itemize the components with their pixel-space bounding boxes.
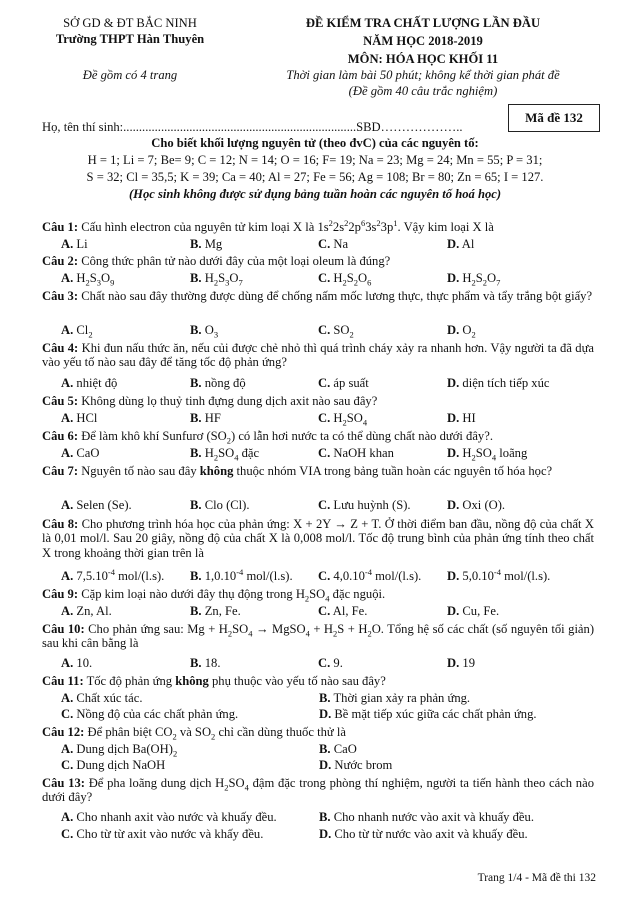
option-b[interactable]: B. $H_2S_3O_7$: [190, 271, 243, 288]
option-a[interactable]: A. HCl: [61, 411, 98, 425]
periodic-table-note: (Học sinh không được sử dụng bảng tuần hoàn các nguyên tố hoá học): [128, 187, 502, 201]
question-12-options-cd: [61, 758, 601, 773]
question-6-options: [61, 446, 601, 461]
question-12: Câu 12: Để phân biệt $CO_2$ và $SO_2$ chỉ cần dùng thuốc thử là: [42, 725, 346, 742]
option-a[interactable]: A. Chất xúc tác.: [61, 691, 143, 705]
option-b[interactable]: B. $O_3$: [190, 323, 219, 340]
option-a[interactable]: A. $Cl_2$: [61, 323, 93, 340]
question-5-options: [61, 411, 601, 426]
option-d[interactable]: D. $5,0.10^{-4}$ mol/(l.s).: [447, 566, 551, 583]
question-7-options: [61, 498, 601, 513]
school-year: NĂM HỌC 2018-2019: [363, 34, 483, 48]
option-d[interactable]: D. Cu, Fe.: [447, 604, 500, 618]
question-2: Câu 2: Công thức phân tử nào dưới đây của một loại oleum là đúng?: [42, 254, 391, 268]
option-d[interactable]: D. HI: [447, 411, 476, 425]
pages-note: Đề gồm có 4 trang: [82, 68, 178, 82]
option-a[interactable]: A. Zn, Al.: [61, 604, 112, 618]
question-4: Câu 4: Khi đun nấu thức ăn, nếu củi được chẻ nhỏ thì quá trình cháy xảy ra nhanh hơn. Vậy người ta đã dựa vào yếu tố nào sau đây để tăng tốc độ phản ứng?: [42, 341, 594, 370]
question-1: Câu 1: Cấu hình electron của nguyên tử kim loại X là $1s^22s^22p^63s^23p^1$. Vậy kim loại X là: [42, 217, 494, 234]
option-c[interactable]: C. Lưu huỳnh (S).: [318, 498, 411, 512]
atomic-mass-line-1: H = 1; Li = 7; Be= 9; C = 12; N = 14; O = 16; F= 19; Na = 23; Mg = 24; Mn = 55; P = 31;: [87, 153, 543, 167]
question-11: Câu 11: Tốc độ phản ứng không phụ thuộc vào yếu tố nào sau đây?: [42, 674, 386, 688]
option-b[interactable]: B. nồng độ: [190, 376, 246, 390]
option-b[interactable]: B. Mg: [190, 237, 223, 251]
question-11-options-cd: [61, 707, 601, 722]
option-b[interactable]: B. Cho nhanh nước vào axit và khuấy đều.: [319, 810, 534, 824]
question-10-options: [61, 656, 601, 671]
option-b[interactable]: B. $H_2SO_4$ đặc: [190, 446, 260, 463]
question-9: Câu 9: Cặp kim loại nào dưới đây thụ động trong $H_2SO_4$ đặc nguội.: [42, 587, 386, 604]
option-b[interactable]: B. $1,0.10^{-4}$ mol/(l.s).: [190, 566, 293, 583]
option-d[interactable]: D. Bề mặt tiếp xúc giữa các chất phản ứng.: [319, 707, 537, 721]
option-a[interactable]: A. Dung dịch $Ba(OH)_2$: [61, 742, 178, 759]
question-2-options: [61, 271, 601, 286]
option-a[interactable]: A. Cho nhanh axit vào nước và khuấy đều.: [61, 810, 277, 824]
option-d[interactable]: D. Cho từ từ nước vào axit và khuấy đều.: [319, 827, 528, 841]
option-c[interactable]: C. $4,0.10^{-4}$ mol/(l.s).: [318, 566, 422, 583]
option-c[interactable]: C. Cho từ từ axit vào nước và khấy đều.: [61, 827, 264, 841]
option-b[interactable]: B. CaO: [319, 742, 357, 756]
school-name: Trường THPT Hàn Thuyên: [55, 32, 205, 46]
option-a[interactable]: A. nhiệt độ: [61, 376, 118, 390]
question-1-options: [61, 237, 601, 252]
question-11-options-ab: [61, 691, 601, 706]
time-note: Thời gian làm bài 50 phút; không kể thời gian phát đề: [286, 68, 560, 82]
option-d[interactable]: D. Al: [447, 237, 475, 251]
option-c[interactable]: C. $SO_2$: [318, 323, 354, 340]
subject: MÔN: HÓA HỌC KHỐI 11: [347, 52, 499, 66]
question-13: Câu 13: Để pha loãng dung dịch $H_2SO_4$ đậm đặc trong phòng thí nghiệm, người ta tiến hành theo cách nào dưới đây?: [42, 776, 594, 805]
option-c[interactable]: C. NaOH khan: [318, 446, 394, 460]
option-d[interactable]: D. $O_2$: [447, 323, 476, 340]
question-5: Câu 5: Không dùng lọ thuỷ tinh đựng dung dịch axit nào sau đây?: [42, 394, 378, 408]
question-9-options: [61, 604, 601, 619]
option-a[interactable]: A. CaO: [61, 446, 100, 460]
question-3-options: [61, 323, 601, 338]
option-b[interactable]: B. HF: [190, 411, 221, 425]
question-13-options-ab: [61, 810, 601, 825]
question-4-options: [61, 376, 601, 391]
option-d[interactable]: D. Nước brom: [319, 758, 393, 772]
option-c[interactable]: C. Al, Fe.: [318, 604, 368, 618]
option-c[interactable]: C. áp suất: [318, 376, 369, 390]
question-8-options: [61, 566, 601, 584]
option-b[interactable]: B. Zn, Fe.: [190, 604, 241, 618]
option-a[interactable]: A. $H_2S_3O_9$: [61, 271, 115, 288]
option-c[interactable]: C. $H_2S_2O_6$: [318, 271, 372, 288]
page-footer: Trang 1/4 - Mã đề thi 132: [477, 872, 596, 884]
option-a[interactable]: A. 10.: [61, 656, 93, 670]
option-a[interactable]: A. Selen (Se).: [61, 498, 132, 512]
question-3: Câu 3: Chất nào sau đây thường được dùng để chống nấm mốc lương thực, thực phẩm và tẩy trắng bột giấy?: [42, 289, 593, 303]
option-c[interactable]: C. 9.: [318, 656, 343, 670]
atomic-mass-line-2: S = 32; Cl = 35,5; K = 39; Ca = 40; Al = 27; Fe = 56; Ag = 108; Br = 80; Zn = 65; I = 127.: [86, 170, 544, 184]
option-b[interactable]: B. 18.: [190, 656, 221, 670]
candidate-name-line: Họ, tên thí sinh:..........................................................................SBD………………..: [42, 120, 463, 134]
question-6: Câu 6: Để làm khô khí Sunfurơ $(SO_2)$ có lẫn hơi nước ta có thể dùng chất nào dưới đây?.: [42, 429, 493, 446]
option-d[interactable]: D. $H_2S_2O_7$: [447, 271, 501, 288]
exam-title: ĐỀ KIỂM TRA CHẤT LƯỢNG LẦN ĐẦU: [305, 16, 541, 30]
option-a[interactable]: A. Li: [61, 237, 88, 251]
question-10: Câu 10: Cho phản ứng sau: $Mg + H_2SO_4$ → MgSO$_4$ + $H_2S + H_2O$. Tổng hệ số các chất (số nguyên tối giản) sau khi cân bằng là: [42, 622, 595, 651]
option-c[interactable]: C. Dung dịch NaOH: [61, 758, 166, 772]
exam-code-box: Mã đề 132: [508, 104, 600, 132]
question-8: Câu 8: Cho phương trình hóa học của phản ứng: X + 2Y → Z + T. Ở thời điểm ban đầu, nồng độ của chất X là 0,01 mol/l. Sau 20 giây, nồng độ của chất X là 0,008 mol/l. Tốc độ trung bình của phản ứng tính theo chất X trong khoảng thời gian trên là: [42, 517, 594, 560]
questions-note: (Đề gồm 40 câu trắc nghiệm): [348, 84, 498, 98]
question-12-options-ab: [61, 742, 601, 757]
option-c[interactable]: C. $H_2SO_4$: [318, 411, 368, 428]
question-7: Câu 7: Nguyên tố nào sau đây không thuộc nhóm VIA trong bảng tuần hoàn các nguyên tố hóa học?: [42, 464, 553, 478]
department-name: SỞ GD & ĐT BẮC NINH: [63, 16, 197, 30]
option-b[interactable]: B. Clo (Cl).: [190, 498, 250, 512]
option-c[interactable]: C. Na: [318, 237, 349, 251]
option-d[interactable]: D. 19: [447, 656, 475, 670]
option-d[interactable]: D. Oxi (O).: [447, 498, 506, 512]
option-d[interactable]: D. diện tích tiếp xúc: [447, 376, 550, 390]
option-a[interactable]: A. $7,5.10^{-4}$ mol/(l.s).: [61, 566, 165, 583]
question-13-options-cd: [61, 827, 601, 842]
option-c[interactable]: C. Nồng độ của các chất phản ứng.: [61, 707, 239, 721]
option-d[interactable]: D. $H_2SO_4$ loãng: [447, 446, 528, 463]
option-b[interactable]: B. Thời gian xảy ra phản ứng.: [319, 691, 471, 705]
atomic-mass-title: Cho biết khối lượng nguyên tử (theo đvC) của các nguyên tố:: [151, 136, 479, 150]
